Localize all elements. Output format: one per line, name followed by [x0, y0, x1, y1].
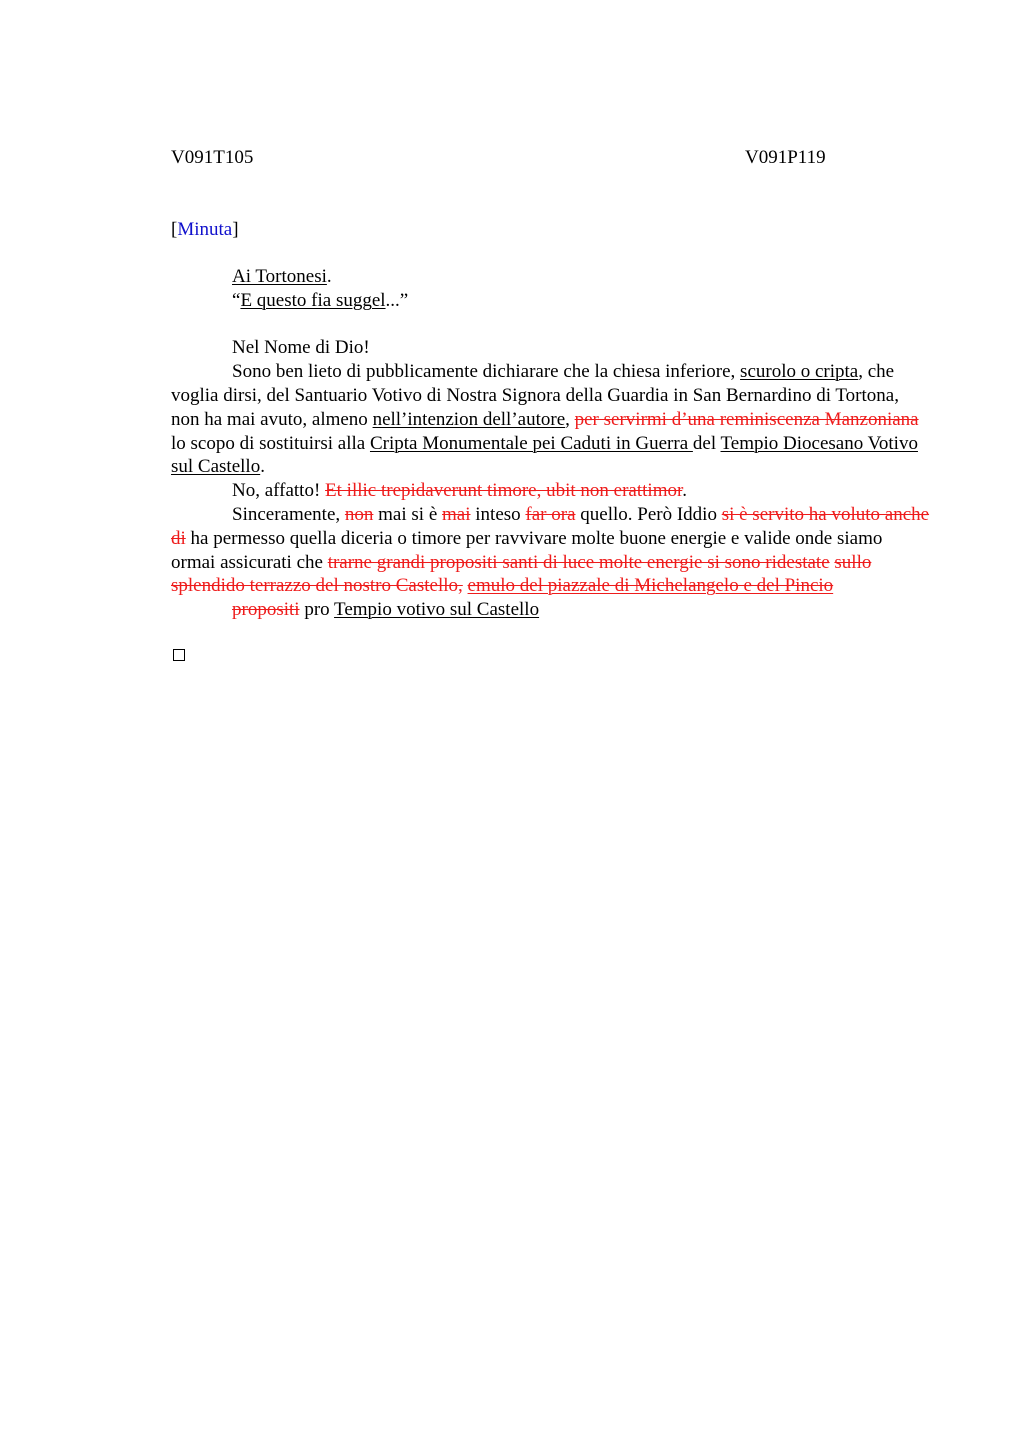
deleted-text: propositi — [232, 599, 300, 621]
deleted-text: per servirmi d’una reminiscenza Manzoniana — [574, 408, 919, 430]
greeting: Nel Nome di Dio! — [232, 337, 370, 359]
deleted-text: Et illic trepidaverunt timore, ubit non erattimor — [325, 480, 683, 502]
paragraph-4: propositi pro Tempio votivo sul Castello — [232, 599, 540, 621]
deleted-text: si è servito ha voluto anche di — [171, 503, 930, 549]
letter-recipient: Ai Tortonesi. — [232, 266, 332, 287]
minuta-bracket-close: ] — [232, 219, 239, 240]
deleted-text: trarne grandi propositi santi di luce molte energie si sono ridestate — [327, 551, 830, 573]
letter-motto: “E questo fia suggel...” — [232, 289, 409, 311]
reference-code-right: V091P119 — [745, 147, 826, 168]
motto-text: E questo fia suggel — [240, 289, 386, 311]
end-square-icon — [173, 649, 185, 661]
paragraph-3: Sinceramente, non mai si è mai inteso far ora quello. Però Iddio si è servito ha voluto anche di ha permesso quella diceria o timore per ravvivare molte buone energie e valide onde siamo ormai assicurati che trarne grandi propositi santi di luce molte energie si sono ridestate sullo splendido terrazzo del nostro Castello, emulo del piazzale di Michelangelo e del Pincio — [171, 503, 930, 597]
deleted-text: far ora — [525, 503, 576, 525]
deleted-text: non — [344, 503, 374, 525]
minuta-label — [171, 218, 931, 242]
letter-body — [171, 265, 931, 622]
paragraph-1: Sono ben lieto di pubblicamente dichiarare che la chiesa inferiore, scurolo o cripta, che voglia dirsi, del Santuario Votivo di Nostra Signora della Guardia in San Bernardino di Tortona, non ha mai avuto, almeno nell’intenzion dell’autore, per servirmi d’una reminiscenza Manzoniana lo scopo di sostituirsi alla Cripta Monumentale pei Caduti in Guerra del Tempio Diocesano Votivo sul Castello. — [171, 361, 919, 478]
deleted-text: emulo del piazzale di Michelangelo e del Pincio — [467, 575, 834, 597]
paragraph-2: No, affatto! Et illic trepidaverunt timore, ubit non erattimor. — [232, 480, 688, 502]
deleted-text: sullo splendido terrazzo del nostro Castello, — [171, 551, 872, 597]
deleted-text: mai — [442, 503, 471, 525]
minuta-bracket-open: [ — [171, 219, 178, 240]
reference-code-left: V091T105 — [171, 147, 254, 168]
recipient-text: Ai Tortonesi — [232, 266, 327, 287]
spacer — [171, 313, 931, 337]
minuta-link[interactable]: Minuta — [177, 219, 233, 240]
